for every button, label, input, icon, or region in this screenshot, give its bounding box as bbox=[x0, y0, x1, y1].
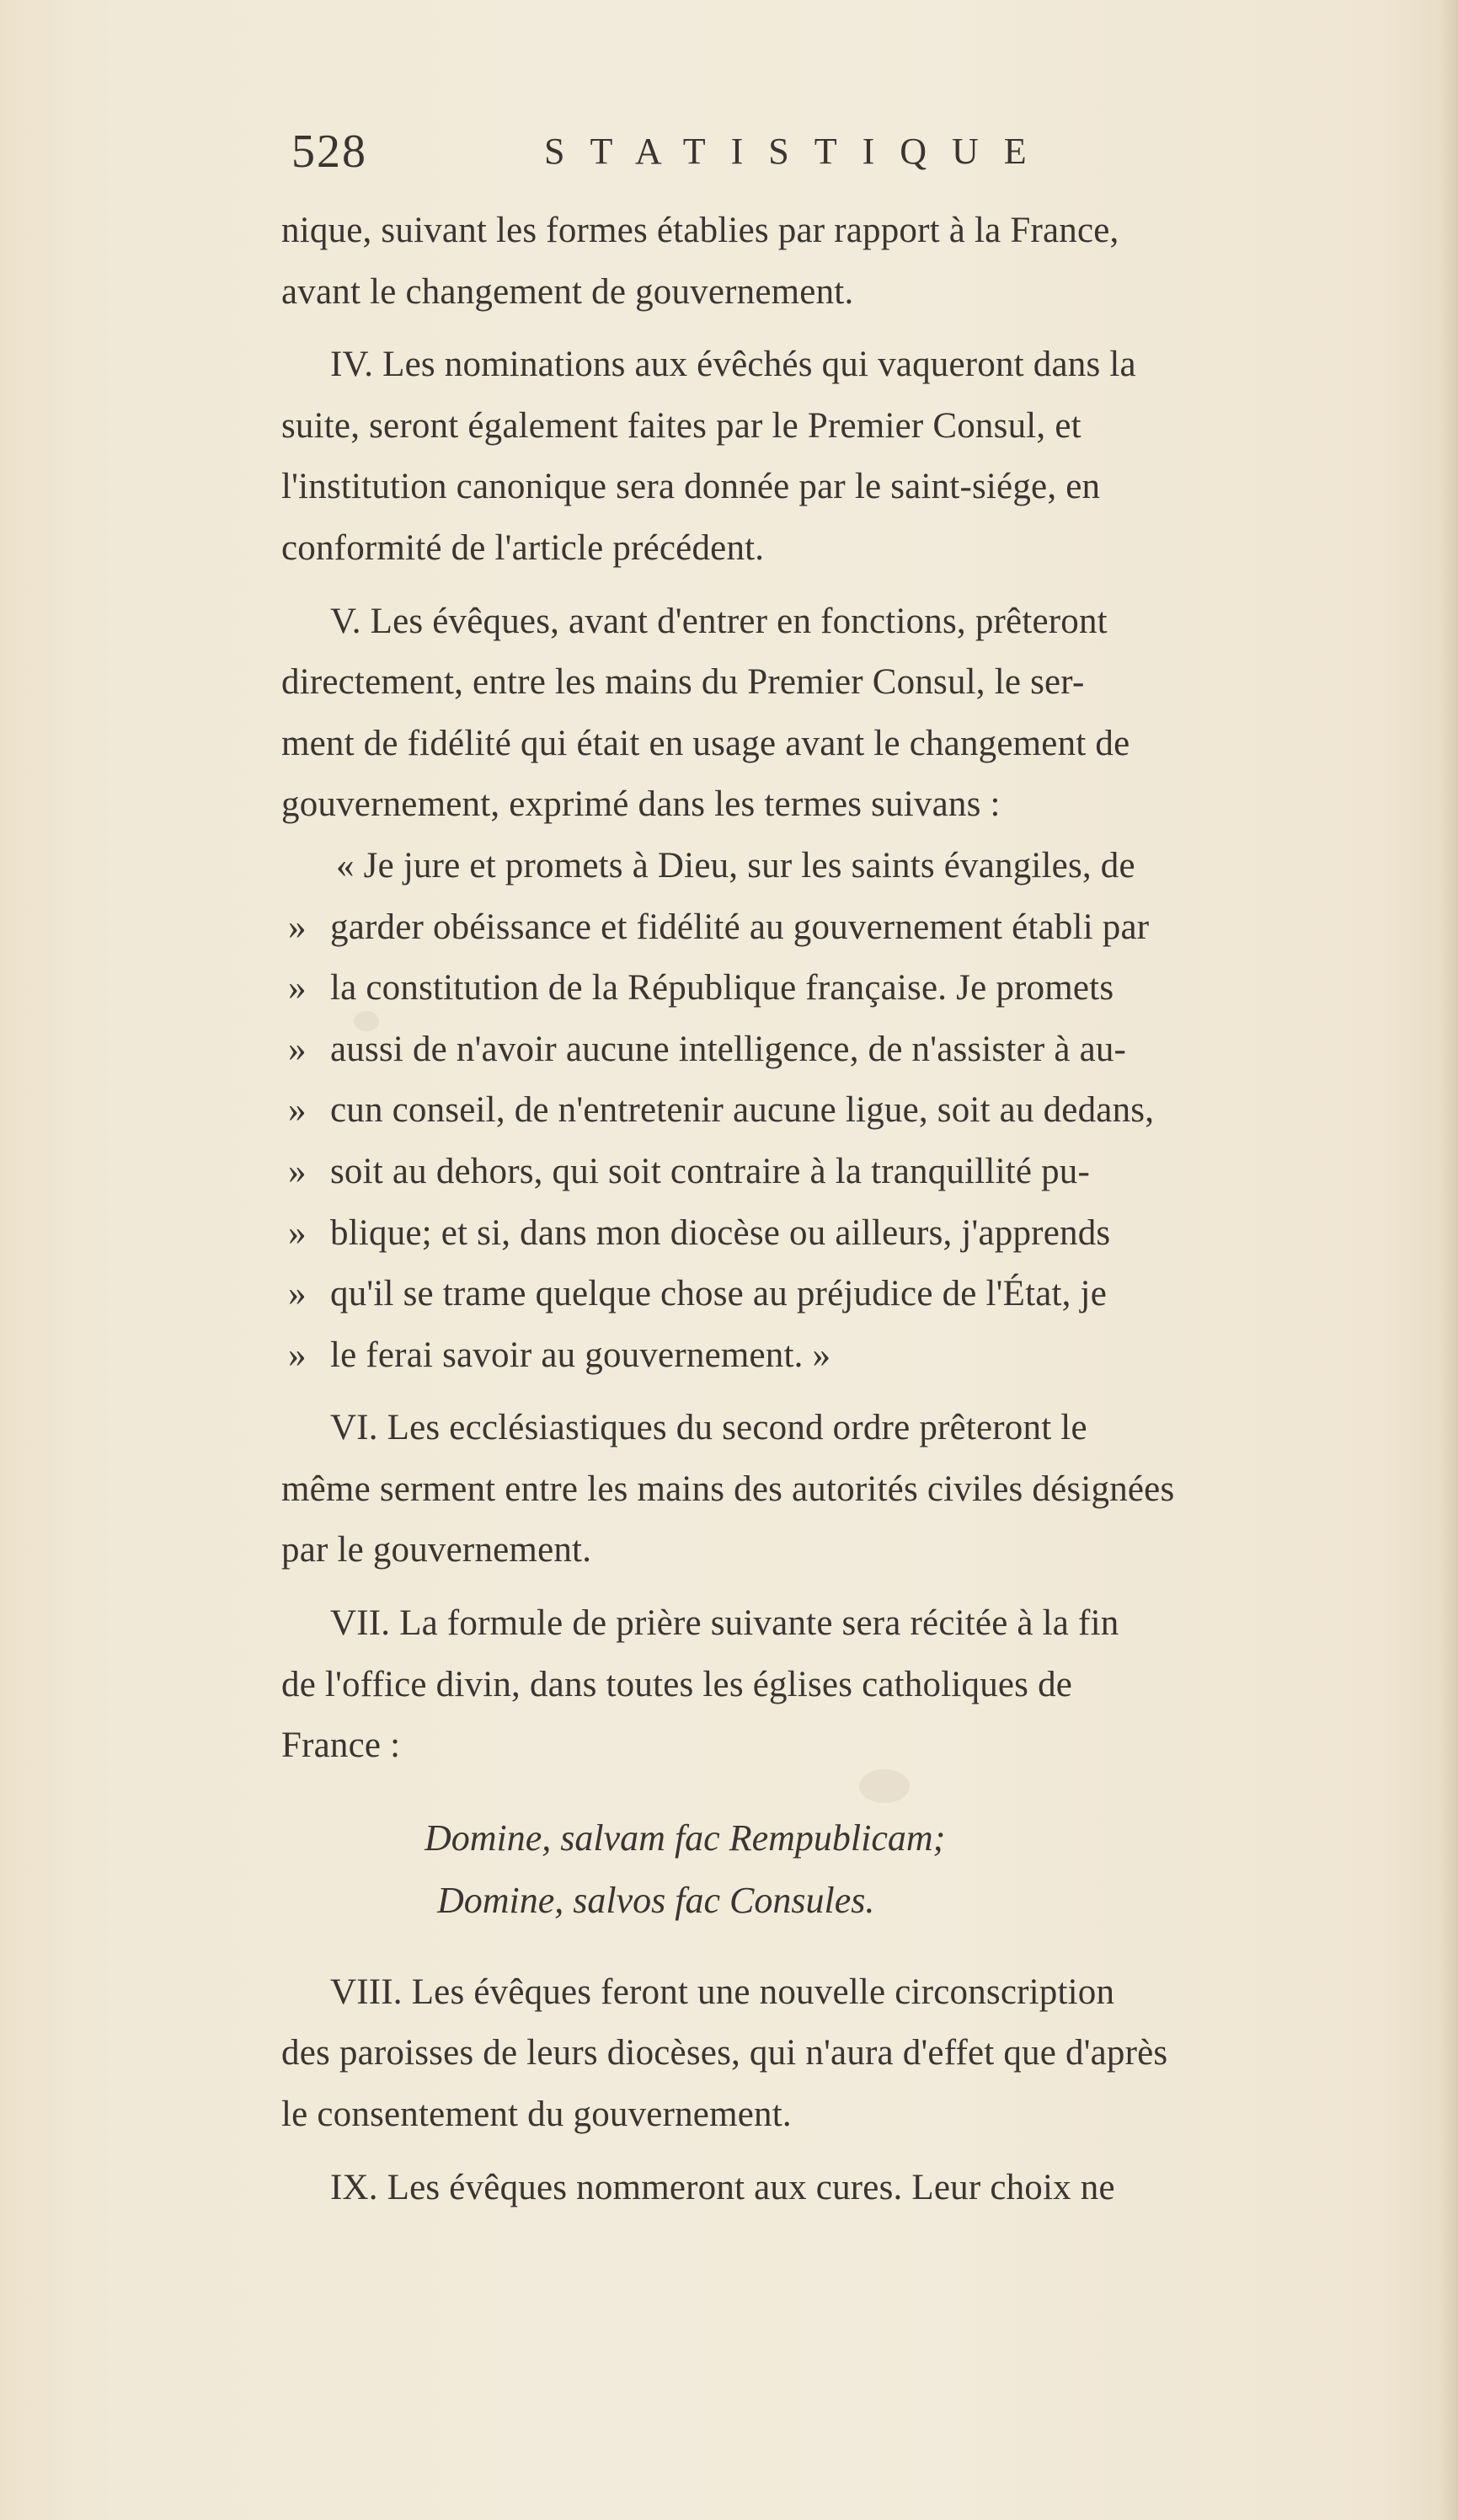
article-vii-start: VII. La formule de prière suivante sera récitée à la fin bbox=[330, 1603, 1119, 1644]
quote-mark: » bbox=[288, 1212, 307, 1253]
text-line: ment de fidélité qui était en usage avant le changement de bbox=[281, 723, 1130, 763]
text-line: avant le changement de gouvernement. bbox=[281, 271, 854, 312]
body-text bbox=[281, 201, 1393, 2218]
text-line: conformité de l'article précédent. bbox=[281, 527, 765, 568]
page-header bbox=[291, 125, 1412, 184]
oath-line: » blique; et si, dans mon diocèse ou ailleurs, j'apprends bbox=[281, 1203, 1393, 1265]
text-line: de l'office divin, dans toutes les églises catholiques de bbox=[281, 1664, 1073, 1704]
quote-mark: » bbox=[288, 1151, 307, 1191]
prayer-line: Domine, salvam fac Rempublicam; bbox=[425, 1816, 946, 1859]
article-vi-start: VI. Les ecclésiastiques du second ordre prêteront le bbox=[330, 1408, 1087, 1448]
article-v-start: V. Les évêques, avant d'entrer en fonctions, prêteront bbox=[330, 601, 1108, 641]
quote-mark: » bbox=[288, 1090, 307, 1131]
text-line: gouvernement, exprimé dans les termes suivans : bbox=[281, 784, 1001, 825]
text-line: même serment entre les mains des autorités civiles désignées bbox=[281, 1469, 1175, 1509]
prayer-line: Domine, salvos fac Consules. bbox=[437, 1879, 875, 1921]
quote-mark: » bbox=[288, 1274, 307, 1314]
page-number: 528 bbox=[291, 126, 367, 178]
oath-line: » soit au dehors, qui soit contraire à la tranquillité pu- bbox=[281, 1142, 1393, 1203]
quote-mark: » bbox=[288, 907, 307, 947]
oath-line: « Je jure et promets à Dieu, sur les saints évangiles, de bbox=[336, 845, 1135, 885]
running-head: STATISTIQUE bbox=[544, 131, 1052, 172]
quote-mark: » bbox=[288, 968, 307, 1009]
oath-line: » qu'il se trame quelque chose au préjudice de l'État, je bbox=[281, 1264, 1393, 1325]
text-line: le consentement du gouvernement. bbox=[281, 2095, 792, 2135]
text-line: nique, suivant les formes établies par rapport à la France, bbox=[281, 211, 1119, 250]
text-line: l'institution canonique sera donnée par le saint-siége, en bbox=[281, 467, 1101, 507]
oath-line: » garder obéissance et fidélité au gouvernement établi par bbox=[281, 897, 1393, 959]
oath-line: » cun conseil, de n'entretenir aucune ligue, soit au dedans, bbox=[281, 1080, 1393, 1142]
quote-mark: » bbox=[288, 1335, 307, 1375]
oath-line: » la constitution de la République française. Je promets bbox=[281, 958, 1393, 1019]
text-line: directement, entre les mains du Premier Consul, le ser- bbox=[281, 662, 1085, 703]
text-line: des paroisses de leurs diocèses, qui n'aura d'effet que d'après bbox=[281, 2033, 1168, 2073]
oath-line: » aussi de n'avoir aucune intelligence, de n'assister à au- bbox=[281, 1019, 1393, 1081]
article-ix-start: IX. Les évêques nommeront aux cures. Leur choix ne bbox=[330, 2167, 1115, 2207]
text-line: par le gouvernement. bbox=[281, 1530, 592, 1570]
quote-mark: » bbox=[288, 1029, 307, 1069]
article-viii-start: VIII. Les évêques feront une nouvelle circonscription bbox=[330, 1972, 1115, 2012]
page-edge bbox=[1441, 0, 1458, 2520]
oath-line: » le ferai savoir au gouvernement. » bbox=[281, 1325, 1393, 1387]
article-iv-start: IV. Les nominations aux évêchés qui vaqueront dans la bbox=[330, 345, 1136, 385]
text-line: France : bbox=[281, 1725, 401, 1766]
text-line: suite, seront également faites par le Premier Consul, et bbox=[281, 405, 1081, 446]
